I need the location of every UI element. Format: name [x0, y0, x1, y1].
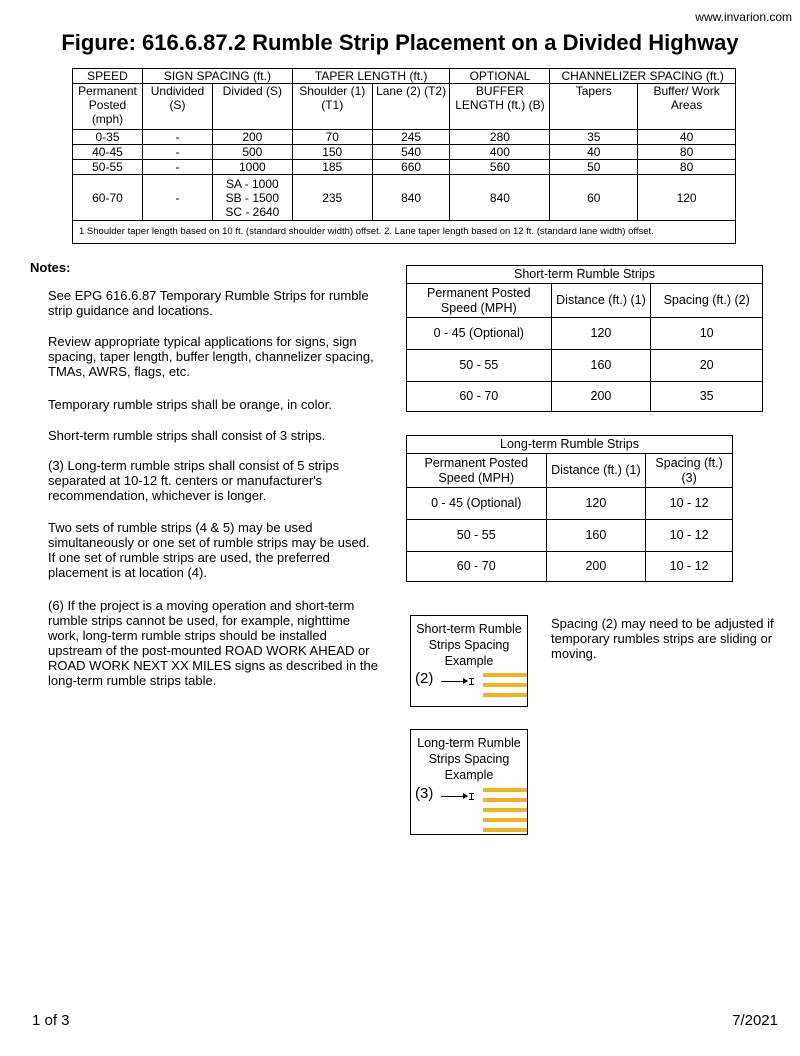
- table-cell: 35: [651, 382, 763, 412]
- table-cell: 200: [546, 552, 646, 582]
- table-row: [407, 318, 763, 350]
- table-cell: 840: [450, 175, 550, 221]
- spacing-2-label: (2): [415, 670, 434, 687]
- short-term-example-diagram: [411, 669, 527, 709]
- rumble-strip: [483, 673, 527, 677]
- subheader-undivided: Undivided (S): [142, 84, 212, 130]
- table-cell: 245: [372, 130, 450, 145]
- table-cell: 35: [550, 130, 638, 145]
- long-term-table: [406, 435, 733, 582]
- table-cell: -: [142, 145, 212, 160]
- table-row: [73, 145, 736, 160]
- table-cell: 500: [212, 145, 292, 160]
- note-paragraph: Short-term rumble strips shall consist of 3 strips.: [48, 428, 326, 443]
- notes-heading: Notes:: [30, 260, 71, 275]
- arrow-right-icon: [441, 681, 467, 682]
- long-term-title: Long-term Rumble Strips: [407, 436, 733, 454]
- subheader-lane: Lane (2) (T2): [372, 84, 450, 130]
- table-cell: 60 - 70: [407, 552, 547, 582]
- table-row: [407, 382, 763, 412]
- table-cell: 200: [551, 382, 651, 412]
- table-row: [407, 488, 733, 520]
- short-term-header-spacing: Spacing (ft.) (2): [651, 284, 763, 318]
- table-cell: 540: [372, 145, 450, 160]
- subheader-tapers: Tapers: [550, 84, 638, 130]
- header-speed: SPEED: [73, 69, 143, 84]
- table-cell: -: [142, 175, 212, 221]
- header-sign-spacing: SIGN SPACING (ft.): [142, 69, 292, 84]
- note-paragraph: Review appropriate typical applications for signs, sign spacing, taper length, buffer length, channelizer spacing, TMAs, AWRS, flags, etc.: [48, 334, 374, 379]
- table-cell: 160: [546, 520, 646, 552]
- table-footnote: 1 Shoulder taper length based on 10 ft. (standard shoulder width) offset. 2. Lane taper length based on 12 ft. (standard lane width) offset.: [73, 221, 736, 244]
- table-cell: 10: [651, 318, 763, 350]
- page-number: 1 of 3: [32, 1012, 70, 1029]
- short-term-spacing-example: [410, 615, 528, 707]
- site-url: www.invarion.com: [695, 10, 792, 24]
- long-term-header-speed: Permanent Posted Speed (MPH): [407, 454, 547, 488]
- table-cell: 1000: [212, 160, 292, 175]
- table-row: [407, 520, 733, 552]
- rumble-strip: [483, 808, 527, 812]
- note-paragraph: Temporary rumble strips shall be orange, in color.: [48, 397, 332, 412]
- table-cell: 40: [638, 130, 736, 145]
- page-title: Figure: 616.6.87.2 Rumble Strip Placement on a Divided Highway: [61, 30, 739, 55]
- short-term-example-title: Short-term Rumble Strips Spacing Example: [416, 622, 522, 668]
- header-optional: OPTIONAL: [450, 69, 550, 84]
- table-cell: 40: [550, 145, 638, 160]
- rumble-strip: [483, 828, 527, 832]
- table-cell: 400: [450, 145, 550, 160]
- table-cell: 840: [372, 175, 450, 221]
- table-cell: -: [142, 160, 212, 175]
- table-cell: 660: [372, 160, 450, 175]
- long-term-spacing-example: [410, 729, 528, 835]
- table-cell: -: [142, 130, 212, 145]
- table-cell: 235: [292, 175, 372, 221]
- table-cell: 185: [292, 160, 372, 175]
- rumble-strip: [483, 798, 527, 802]
- table-cell: 120: [638, 175, 736, 221]
- rumble-strip: [483, 683, 527, 687]
- table-cell: 280: [450, 130, 550, 145]
- table-cell: 80: [638, 160, 736, 175]
- table-cell-divided: [212, 175, 292, 221]
- spacing-3-label: (3): [415, 785, 434, 802]
- rumble-strip-spacing-table: [72, 68, 736, 244]
- note-paragraph: (6) If the project is a moving operation and short-term rumble strips cannot be used, for example, nighttime work, long-term rumble strips should be installed upstream of the post-mounted ROAD WORK AHEAD or ROAD WORK NEXT XX MILES signs as described in the long-term rumble strips table.: [48, 598, 378, 688]
- header-channelizer-spacing: CHANNELIZER SPACING (ft.): [550, 69, 736, 84]
- table-cell: 50 - 55: [407, 350, 552, 382]
- table-cell: 120: [551, 318, 651, 350]
- note-paragraph: See EPG 616.6.87 Temporary Rumble Strips for rumble strip guidance and locations.: [48, 288, 369, 318]
- divided-sa: SA - 1000: [225, 176, 279, 191]
- rumble-strip: [483, 788, 527, 792]
- table-cell: 50-55: [73, 160, 143, 175]
- subheader-permanent-posted: Permanent Posted (mph): [73, 84, 143, 130]
- revision-date: 7/2021: [732, 1012, 778, 1029]
- table-cell: 160: [551, 350, 651, 382]
- long-term-example-title: Long-term Rumble Strips Spacing Example: [417, 736, 521, 782]
- table-cell: 560: [450, 160, 550, 175]
- long-term-table-wrapper: [406, 435, 733, 582]
- table-cell: 40-45: [73, 145, 143, 160]
- divided-sb: SB - 1500: [225, 190, 280, 205]
- short-term-table: [406, 265, 763, 412]
- table-cell: 50 - 55: [407, 520, 547, 552]
- table-cell: 20: [651, 350, 763, 382]
- long-term-header-spacing: Spacing (ft.) (3): [646, 454, 733, 488]
- short-term-title: Short-term Rumble Strips: [407, 266, 763, 284]
- short-term-table-wrapper: [406, 265, 763, 412]
- table-cell: 200: [212, 130, 292, 145]
- table-cell: 70: [292, 130, 372, 145]
- divided-sc: SC - 2640: [225, 204, 280, 219]
- table-cell: 10 - 12: [646, 488, 733, 520]
- table-cell: 120: [546, 488, 646, 520]
- header-taper-length: TAPER LENGTH (ft.): [292, 69, 450, 84]
- spacing-dimension-marker: [469, 678, 474, 685]
- long-term-header-distance: Distance (ft.) (1): [546, 454, 646, 488]
- table-cell: 0-35: [73, 130, 143, 145]
- subheader-buffer-work-areas: Buffer/ Work Areas: [638, 84, 736, 130]
- subheader-buffer-length: BUFFER LENGTH (ft.) (B): [450, 84, 550, 130]
- table-cell: 60: [550, 175, 638, 221]
- table-row: [73, 175, 736, 221]
- table-cell: 150: [292, 145, 372, 160]
- rumble-strip: [483, 693, 527, 697]
- spacing-note: Spacing (2) may need to be adjusted if temporary rumbles strips are sliding or moving.: [551, 616, 774, 661]
- note-paragraph: Two sets of rumble strips (4 & 5) may be used simultaneously or one set of rumble strips may be used. If one set of rumble strips are used, the preferred placement is at location (4).: [48, 520, 370, 580]
- table-cell: 60-70: [73, 175, 143, 221]
- table-cell: 10 - 12: [646, 520, 733, 552]
- note-paragraph: (3) Long-term rumble strips shall consist of 5 strips separated at 10-12 ft. centers or manufacturer's recommendation, whichever is longer.: [48, 458, 340, 503]
- table-row: [407, 552, 733, 582]
- long-term-example-diagram: [411, 783, 527, 838]
- subheader-shoulder: Shoulder (1) (T1): [292, 84, 372, 130]
- rumble-strip: [483, 818, 527, 822]
- table-cell: 0 - 45 (Optional): [407, 488, 547, 520]
- arrow-right-icon: [441, 796, 467, 797]
- subheader-divided: Divided (S): [212, 84, 292, 130]
- table-row: [73, 130, 736, 145]
- table-cell: 60 - 70: [407, 382, 552, 412]
- table-cell: 50: [550, 160, 638, 175]
- table-cell: 10 - 12: [646, 552, 733, 582]
- table-row: [73, 160, 736, 175]
- short-term-header-distance: Distance (ft.) (1): [551, 284, 651, 318]
- short-term-header-speed: Permanent Posted Speed (MPH): [407, 284, 552, 318]
- table-cell: 80: [638, 145, 736, 160]
- spacing-dimension-marker: [469, 793, 474, 800]
- table-row: [407, 350, 763, 382]
- table-cell: 0 - 45 (Optional): [407, 318, 552, 350]
